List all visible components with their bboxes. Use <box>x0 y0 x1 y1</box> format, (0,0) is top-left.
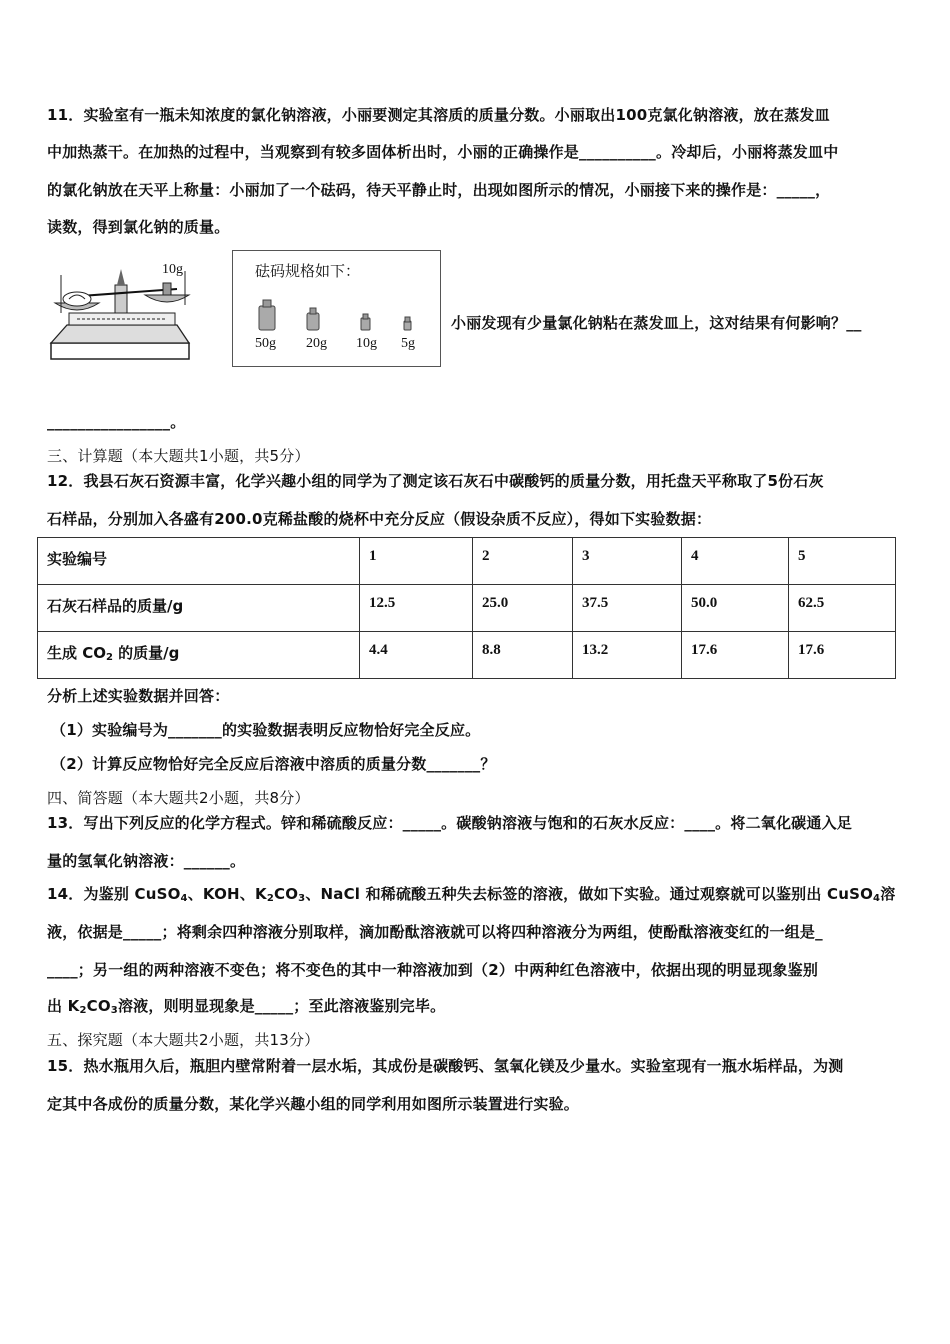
q14-line3: ____；另一组的两种溶液不变色；将不变色的其中一种溶液加到（2）中两种红色溶液中，依据出现的明显现象鉴别 <box>47 961 819 979</box>
balance-weight-label: 10g <box>162 262 183 277</box>
table-cell: 17.6 <box>682 632 789 679</box>
table-header-cell: 实验编号 <box>38 538 360 585</box>
table-cell: 13.2 <box>573 632 682 679</box>
q12-line1: 12．我县石灰石资源丰富，化学兴趣小组的同学为了测定该石灰石中碳酸钙的质量分数，用托盘天平称取了5份石灰 <box>47 472 824 490</box>
table-header-cell: 2 <box>473 538 573 585</box>
weights-spec-title: 砝码规格如下： <box>255 262 361 280</box>
table-row-label: 石灰石样品的质量/g <box>38 585 360 632</box>
table-header-cell: 3 <box>573 538 682 585</box>
q11-line5: ________________。 <box>47 413 186 431</box>
table-header-cell: 4 <box>682 538 789 585</box>
q14-line1: 14．为鉴别 CuSO$_4$、KOH、$K_2CO_3$、NaCl 和稀硫酸五种失去标签的溶液，做如下实验。通过观察就可以鉴别出 CuSO$_4$溶 <box>47 885 896 904</box>
table-cell: 12.5 <box>360 585 473 632</box>
section-5-heading: 五、探究题（本大题共2小题，共13分） <box>47 1031 320 1049</box>
q11-line2: 中加热蒸干。在加热的过程中，当观察到有较多固体析出时，小丽的正确操作是__________。冷却后，小丽将蒸发皿中 <box>47 143 839 161</box>
q13-line1: 13．写出下列反应的化学方程式。锌和稀硫酸反应：_____。碳酸钠溶液与饱和的石灰水反应：____。将二氧化碳通入足 <box>47 814 852 832</box>
q15-line1: 15．热水瓶用久后，瓶胆内壁常附着一层水垢，其成份是碳酸钙、氢氧化镁及少量水。实验室现有一瓶水垢样品，为测 <box>47 1057 844 1075</box>
weight-50g-label: 50g <box>255 336 276 351</box>
q11-side-text: 小丽发现有少量氯化钠粘在蒸发皿上，这对结果有何影响？__ <box>451 314 862 332</box>
experiment-data-table <box>37 537 896 679</box>
weight-5g-label: 5g <box>401 336 415 351</box>
q12-line2: 石样品，分别加入各盛有200.0克稀盐酸的烧杯中充分反应（假设杂质不反应），得如下实验数据： <box>47 510 712 528</box>
table-cell: 4.4 <box>360 632 473 679</box>
weights-spec-box <box>232 250 441 367</box>
table-cell: 62.5 <box>789 585 896 632</box>
table-cell: 25.0 <box>473 585 573 632</box>
q14-line2: 液，依据是_____；将剩余四种溶液分别取样，滴加酚酞溶液就可以将四种溶液分为两组，使酚酞溶液变红的一组是_ <box>47 923 823 941</box>
table-cell: 37.5 <box>573 585 682 632</box>
q12-part2: （2）计算反应物恰好完全反应后溶液中溶质的质量分数_______？ <box>51 755 496 773</box>
q14-line4: 出 $K_2CO_3$溶液，则明显现象是_____；至此溶液鉴别完毕。 <box>47 997 446 1016</box>
table-header-cell: 5 <box>789 538 896 585</box>
weight-20g-label: 20g <box>306 336 327 351</box>
table-row <box>38 632 896 679</box>
q11-line3: 的氯化钠放在天平上称量：小丽加了一个砝码，待天平静止时，出现如图所示的情况，小丽接下来的操作是：_____， <box>47 181 831 199</box>
q11-line1: 11．实验室有一瓶未知浓度的氯化钠溶液，小丽要测定其溶质的质量分数。小丽取出100克氯化钠溶液，放在蒸发皿 <box>47 106 830 124</box>
q11-line4: 读数，得到氯化钠的质量。 <box>47 218 230 236</box>
weight-10g-label: 10g <box>356 336 377 351</box>
q15-line2: 定其中各成份的质量分数，某化学兴趣小组的同学利用如图所示装置进行实验。 <box>47 1095 580 1113</box>
table-cell: 8.8 <box>473 632 573 679</box>
q12-part1: （1）实验编号为_______的实验数据表明反应物恰好完全反应。 <box>51 721 481 739</box>
table-cell: 50.0 <box>682 585 789 632</box>
table-header-cell: 1 <box>360 538 473 585</box>
table-row <box>38 585 896 632</box>
table-row-label: 生成 $CO_2$ 的质量/g <box>38 632 360 679</box>
section-4-heading: 四、简答题（本大题共2小题，共8分） <box>47 789 310 807</box>
table-header-row <box>38 538 896 585</box>
table-cell: 17.6 <box>789 632 896 679</box>
section-3-heading: 三、计算题（本大题共1小题，共5分） <box>47 447 310 465</box>
q13-line2: 量的氢氧化钠溶液：______。 <box>47 852 246 870</box>
q12-analysis: 分析上述实验数据并回答： <box>47 687 230 705</box>
